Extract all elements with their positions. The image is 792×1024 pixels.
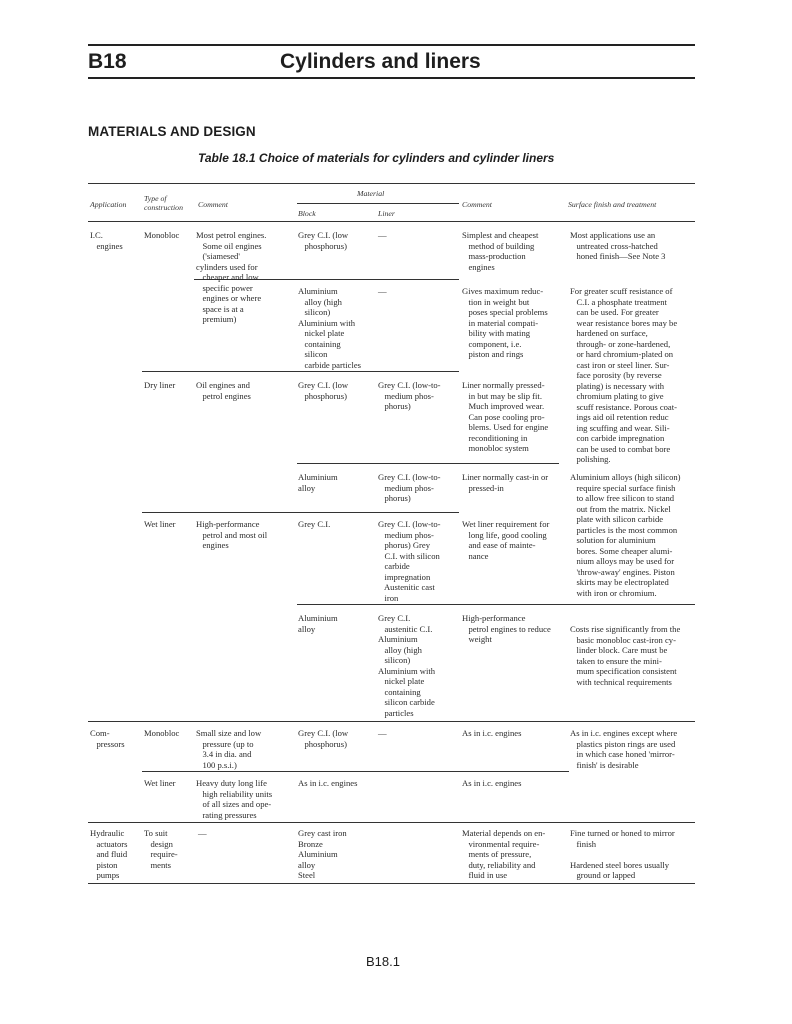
cell-ic-monobloc-block-1: Grey C.I. (low phosphorus)	[298, 230, 349, 251]
header-comment-2: Comment	[462, 200, 492, 209]
cell-ic-wet-type: Wet liner	[144, 519, 176, 529]
section-heading: MATERIALS AND DESIGN	[88, 124, 256, 139]
header-comment: Comment	[198, 200, 228, 209]
row-divider	[88, 822, 695, 823]
cell-compressors-wet-block: As in i.c. engines	[298, 778, 358, 788]
cell-ic-dry-liner-2: Grey C.I. (low-to- medium phos- phorus)	[378, 472, 441, 503]
header-top-rule	[88, 44, 695, 46]
cell-ic-dry-block-1: Grey C.I. (low phosphorus)	[298, 380, 349, 401]
cell-ic-monobloc-comment: Most petrol engines. Some oil engines ('siamesed' cylinders used for cheaper and low specific power engines or where space is at a premium)	[196, 230, 267, 324]
cell-ic-monobloc-comment2-1: Simplest and cheapest method of building mass-production engines	[462, 230, 539, 272]
header-bottom-rule	[88, 221, 695, 222]
header-liner: Liner	[378, 209, 395, 218]
cell-ic-dry-comment: Oil engines and petrol engines	[196, 380, 251, 401]
cell-ic-wet-surface-2: Costs rise significantly from the basic monobloc cast-iron cy- linder block. Care must be taken to ensure the mini- mum specification consistent with technical requirements	[570, 624, 681, 687]
cell-ic-monobloc-comment2-2: Gives maximum reduc- tion in weight but poses special problems in material compati- bility with mating component, i.e. piston and rings	[462, 286, 548, 359]
table-bottom-rule	[88, 883, 695, 884]
cell-hydraulic-block: Grey cast iron Bronze Aluminium alloy Steel	[298, 828, 347, 880]
cell-compressors-monobloc-block: Grey C.I. (low phosphorus)	[298, 728, 349, 749]
table-caption: Table 18.1 Choice of materials for cylinders and cylinder liners	[198, 151, 555, 165]
cell-ic-monobloc-liner-2: —	[378, 286, 387, 296]
cell-compressors-wet-comment2: As in i.c. engines	[462, 778, 522, 788]
row-divider	[142, 512, 459, 513]
row-divider	[142, 371, 459, 372]
cell-compressors-monobloc-liner: —	[378, 728, 387, 738]
material-span-rule	[297, 203, 459, 204]
cell-ic-wet-comment2-1: Wet liner requirement for long life, good cooling and ease of mainte- nance	[462, 519, 550, 561]
cell-ic-dry-block-2: Aluminium alloy	[298, 472, 338, 493]
cell-ic-dry-type: Dry liner	[144, 380, 176, 390]
cell-ic-wet-block-2: Aluminium alloy	[298, 613, 338, 634]
page-number: B18.1	[366, 954, 400, 969]
cell-ic-monobloc-block-2: Aluminium alloy (high silicon) Aluminium with nickel plate containing silicon carbide particles	[298, 286, 361, 370]
table-top-rule	[88, 183, 695, 184]
cell-ic-monobloc-liner-1: —	[378, 230, 387, 240]
row-divider	[142, 771, 569, 772]
cell-hydraulic-type: To suit design require- ments	[144, 828, 178, 870]
cell-hydraulic-surface: Fine turned or honed to mirror finish Hardened steel bores usually ground or lapped	[570, 828, 675, 880]
header-surface-finish: Surface finish and treatment	[568, 200, 657, 209]
cell-ic-monobloc-surface-1: Most applications use an untreated cross-hatched honed finish—See Note 3	[570, 230, 666, 261]
cell-ic-dry-liner-1: Grey C.I. (low-to- medium phos- phorus)	[378, 380, 441, 411]
page-title: Cylinders and liners	[280, 50, 481, 73]
page-section-code: B18	[88, 50, 127, 73]
cell-hydraulic-comment: —	[198, 828, 207, 838]
header-type-of-construction: Type of construction	[144, 194, 183, 212]
cell-ic-dry-comment2-2: Liner normally cast-in or pressed-in	[462, 472, 549, 493]
cell-ic-wet-comment2-2: High-performance petrol engines to reduce weight	[462, 613, 551, 644]
cell-compressors-wet-comment: Heavy duty long life high reliability units of all sizes and ope- rating pressures	[196, 778, 273, 820]
header-application: Application	[90, 200, 127, 209]
cell-ic-wet-comment: High-performance petrol and most oil engines	[196, 519, 268, 550]
cell-hydraulic-application: Hydraulic actuators and fluid piston pumps	[90, 828, 128, 880]
cell-ic-surface-aluminium: Aluminium alloys (high silicon) require special surface finish to allow free silicon to stand out from the matrix. Nickel plate with silicon carbide particles is the most common solution for aluminium bores. Some cheaper alumi- nium alloys may be used for 'throw-away' engines. Piston skirts may be electroplated with iron or chromium.	[570, 472, 681, 598]
cell-hydraulic-comment2: Material depends on en- vironmental require- ments of pressure, duty, reliability and fluid in use	[462, 828, 546, 880]
cell-ic-wet-liner-2: Grey C.I. austenitic C.I. Aluminium alloy (high silicon) Aluminium with nickel plate containing silicon carbide particles	[378, 613, 436, 718]
cell-compressors-monobloc-type: Monobloc	[144, 728, 180, 738]
cell-ic-surface-treatment: For greater scuff resistance of C.I. a phosphate treatment can be used. For greater wear resistance bores may be hardened on surface, through- or zone-hardened, or hard chromium-plated on cast iron or steel liner. Sur- face porosity (by reverse plating) is necessary with chromium plating to give scuff resistance. Porous coat- ings aid oil retention reduc ing scuffing and wear. Sili- con carbide impregnation can be used to combat bore polishing.	[570, 286, 678, 464]
header-material: Material	[357, 189, 385, 198]
row-divider	[297, 463, 559, 464]
cell-ic-wet-block-1: Grey C.I.	[298, 519, 331, 529]
cell-compressors-monobloc-comment2: As in i.c. engines	[462, 728, 522, 738]
cell-ic-application: I.C. engines	[90, 230, 123, 251]
header-block: Block	[298, 209, 316, 218]
cell-compressors-application: Com- pressors	[90, 728, 125, 749]
row-divider	[297, 604, 695, 605]
cell-ic-dry-comment2-1: Liner normally pressed- in but may be slip fit. Much improved wear. Can pose cooling pro- blems. Used for engine reconditioning in monobloc system	[462, 380, 549, 453]
cell-ic-monobloc-type: Monobloc	[144, 230, 180, 240]
cell-compressors-monobloc-surface: As in i.c. engines except where plastics piston rings are used in which case honed 'mirror- finish' is desirable	[570, 728, 678, 770]
header-bottom-rule	[88, 77, 695, 79]
row-divider	[88, 721, 695, 722]
cell-compressors-wet-type: Wet liner	[144, 778, 176, 788]
cell-compressors-monobloc-comment: Small size and low pressure (up to 3.4 in dia. and 100 p.s.i.)	[196, 728, 262, 770]
cell-ic-wet-liner-1: Grey C.I. (low-to- medium phos- phorus) Grey C.I. with silicon carbide impregnation Austenitic cast iron	[378, 519, 441, 603]
